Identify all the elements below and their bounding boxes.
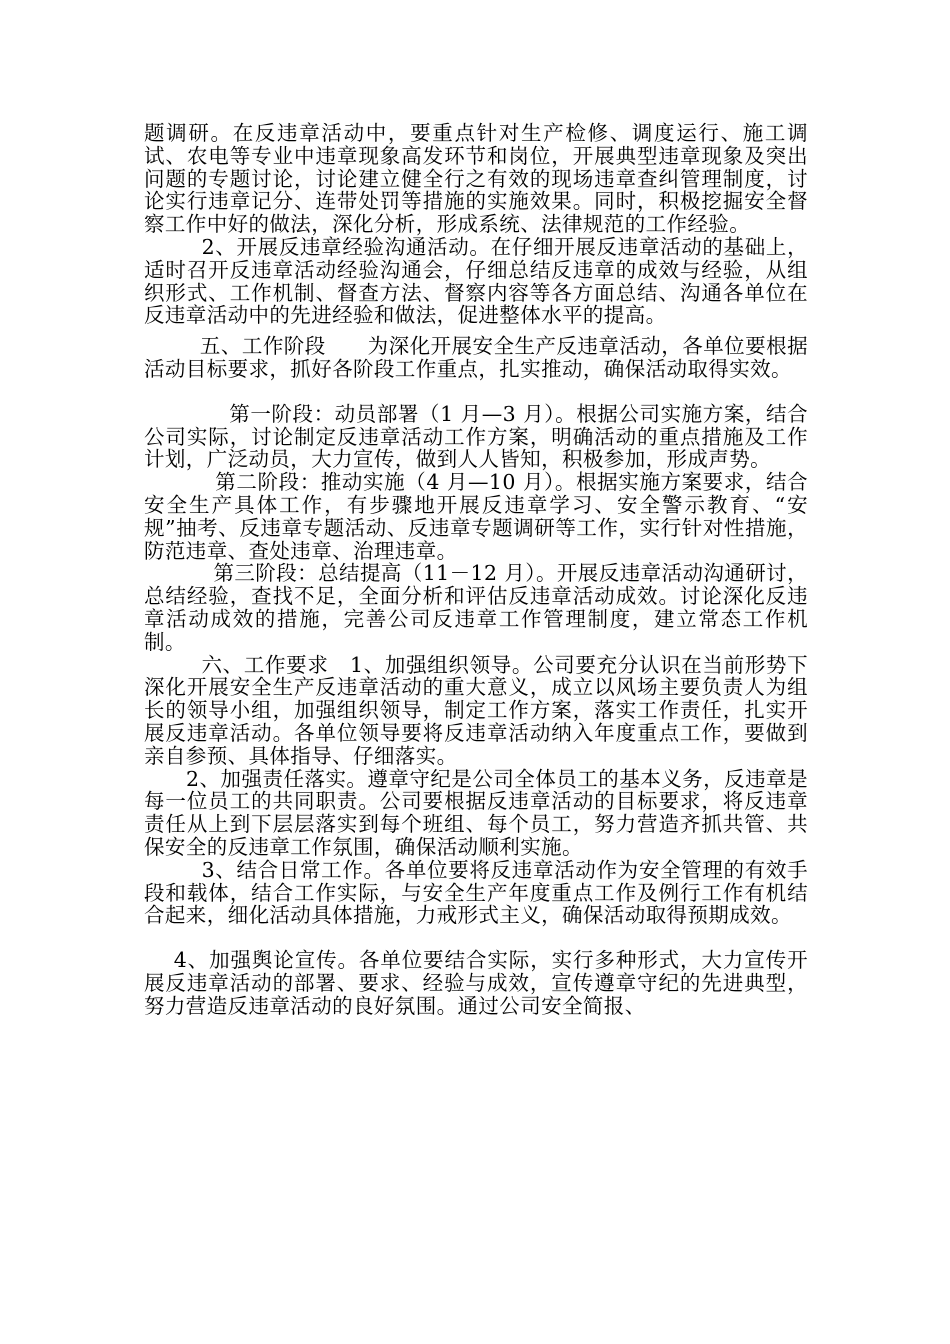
paragraph-stage-three: 第三阶段：总结提高（11－12 月）。开展反违章活动沟通研讨，总结经验，查找不足，全面分析和评估反违章活动成效。讨论深化反违章活动成效的措施，完善公司反违章工作管理制度，建立常态工作机制。 — [144, 561, 808, 654]
paragraph-publicity: 4、加强舆论宣传。各单位要结合实际，实行多种形式，大力宣传开展反违章活动的部署、要求、经验与成效，宣传遵章守纪的先进典型，努力营造反违章活动的良好氛围。通过公司安全简报、 — [144, 948, 808, 1018]
paragraph-stage-two: 第二阶段：推动实施（4 月—10 月）。根据实施方案要求，结合安全生产具体工作，有步骤地开展反违章学习、安全警示教育、“安规”抽考、反违章专题活动、反违章专题调研等工作，实行针对性措施，防范违章、查处违章、治理违章。 — [144, 470, 809, 563]
paragraph-work-requirements: 六、工作要求 1、加强组织领导。公司要充分认识在当前形势下深化开展安全生产反违章活动的重大意义，成立以风场主要负责人为组长的领导小组，加强组织领导，制定工作方案，落实工作责任，扎实开展反违章活动。各单位领导要将反违章活动纳入年度重点工作，要做到亲自参预、具体指导、仔细落实。 — [144, 652, 808, 768]
document-body — [144, 122, 808, 1017]
paragraph-work-stages: 五、工作阶段 为深化开展安全生产反违章活动，各单位要根据活动目标要求，抓好各阶段工作重点，扎实推动，确保活动取得实效。 — [144, 334, 808, 381]
paragraph-daily-work: 3、结合日常工作。各单位要将反违章活动作为安全管理的有效手段和载体，结合工作实际，与安全生产年度重点工作及例行工作有机结合起来，细化活动具体措施，力戒形式主义，确保活动取得预期成效。 — [144, 857, 808, 928]
paragraph-spacer — [144, 381, 808, 403]
paragraph-responsibility: 2、加强责任落实。遵章守纪是公司全体员工的基本义务，反违章是每一位员工的共同职责。公司要根据反违章活动的目标要求，将反违章责任从上到下层层落实到每个班组、每个员工，努力营造齐抓共管、共保安全的反违章工作氛围，确保活动顺利实施。 — [144, 766, 809, 859]
paragraph-experience-exchange: 2、开展反违章经验沟通活动。在仔细开展反违章活动的基础上，适时召开反违章活动经验沟通会，仔细总结反违章的成效与经验，从组织形式、工作机制、督查方法、督察内容等各方面总结、沟通各单位在反违章活动中的先进经验和做法，促进整体水平的提高。 — [144, 234, 808, 328]
paragraph-special-research: 题调研。在反违章活动中，要重点针对生产检修、调度运行、施工调试、农电等专业中违章现象高发环节和岗位，开展典型违章现象及突出问题的专题讨论，讨论建立健全行之有效的现场违章查纠管理制度，讨论实行违章记分、连带处罚等措施的实施效果。同时，积极挖掘安全督察工作中好的做法，深化分析，形成系统、法律规范的工作经验。 — [144, 121, 808, 237]
paragraph-spacer — [144, 927, 808, 949]
paragraph-stage-one: 第一阶段：动员部署（1 月—3 月）。根据公司实施方案，结合公司实际，讨论制定反违章活动工作方案，明确活动的重点措施及工作计划，广泛动员，大力宣传，做到人人皆知，积极参加，形成声势。 — [144, 401, 808, 472]
